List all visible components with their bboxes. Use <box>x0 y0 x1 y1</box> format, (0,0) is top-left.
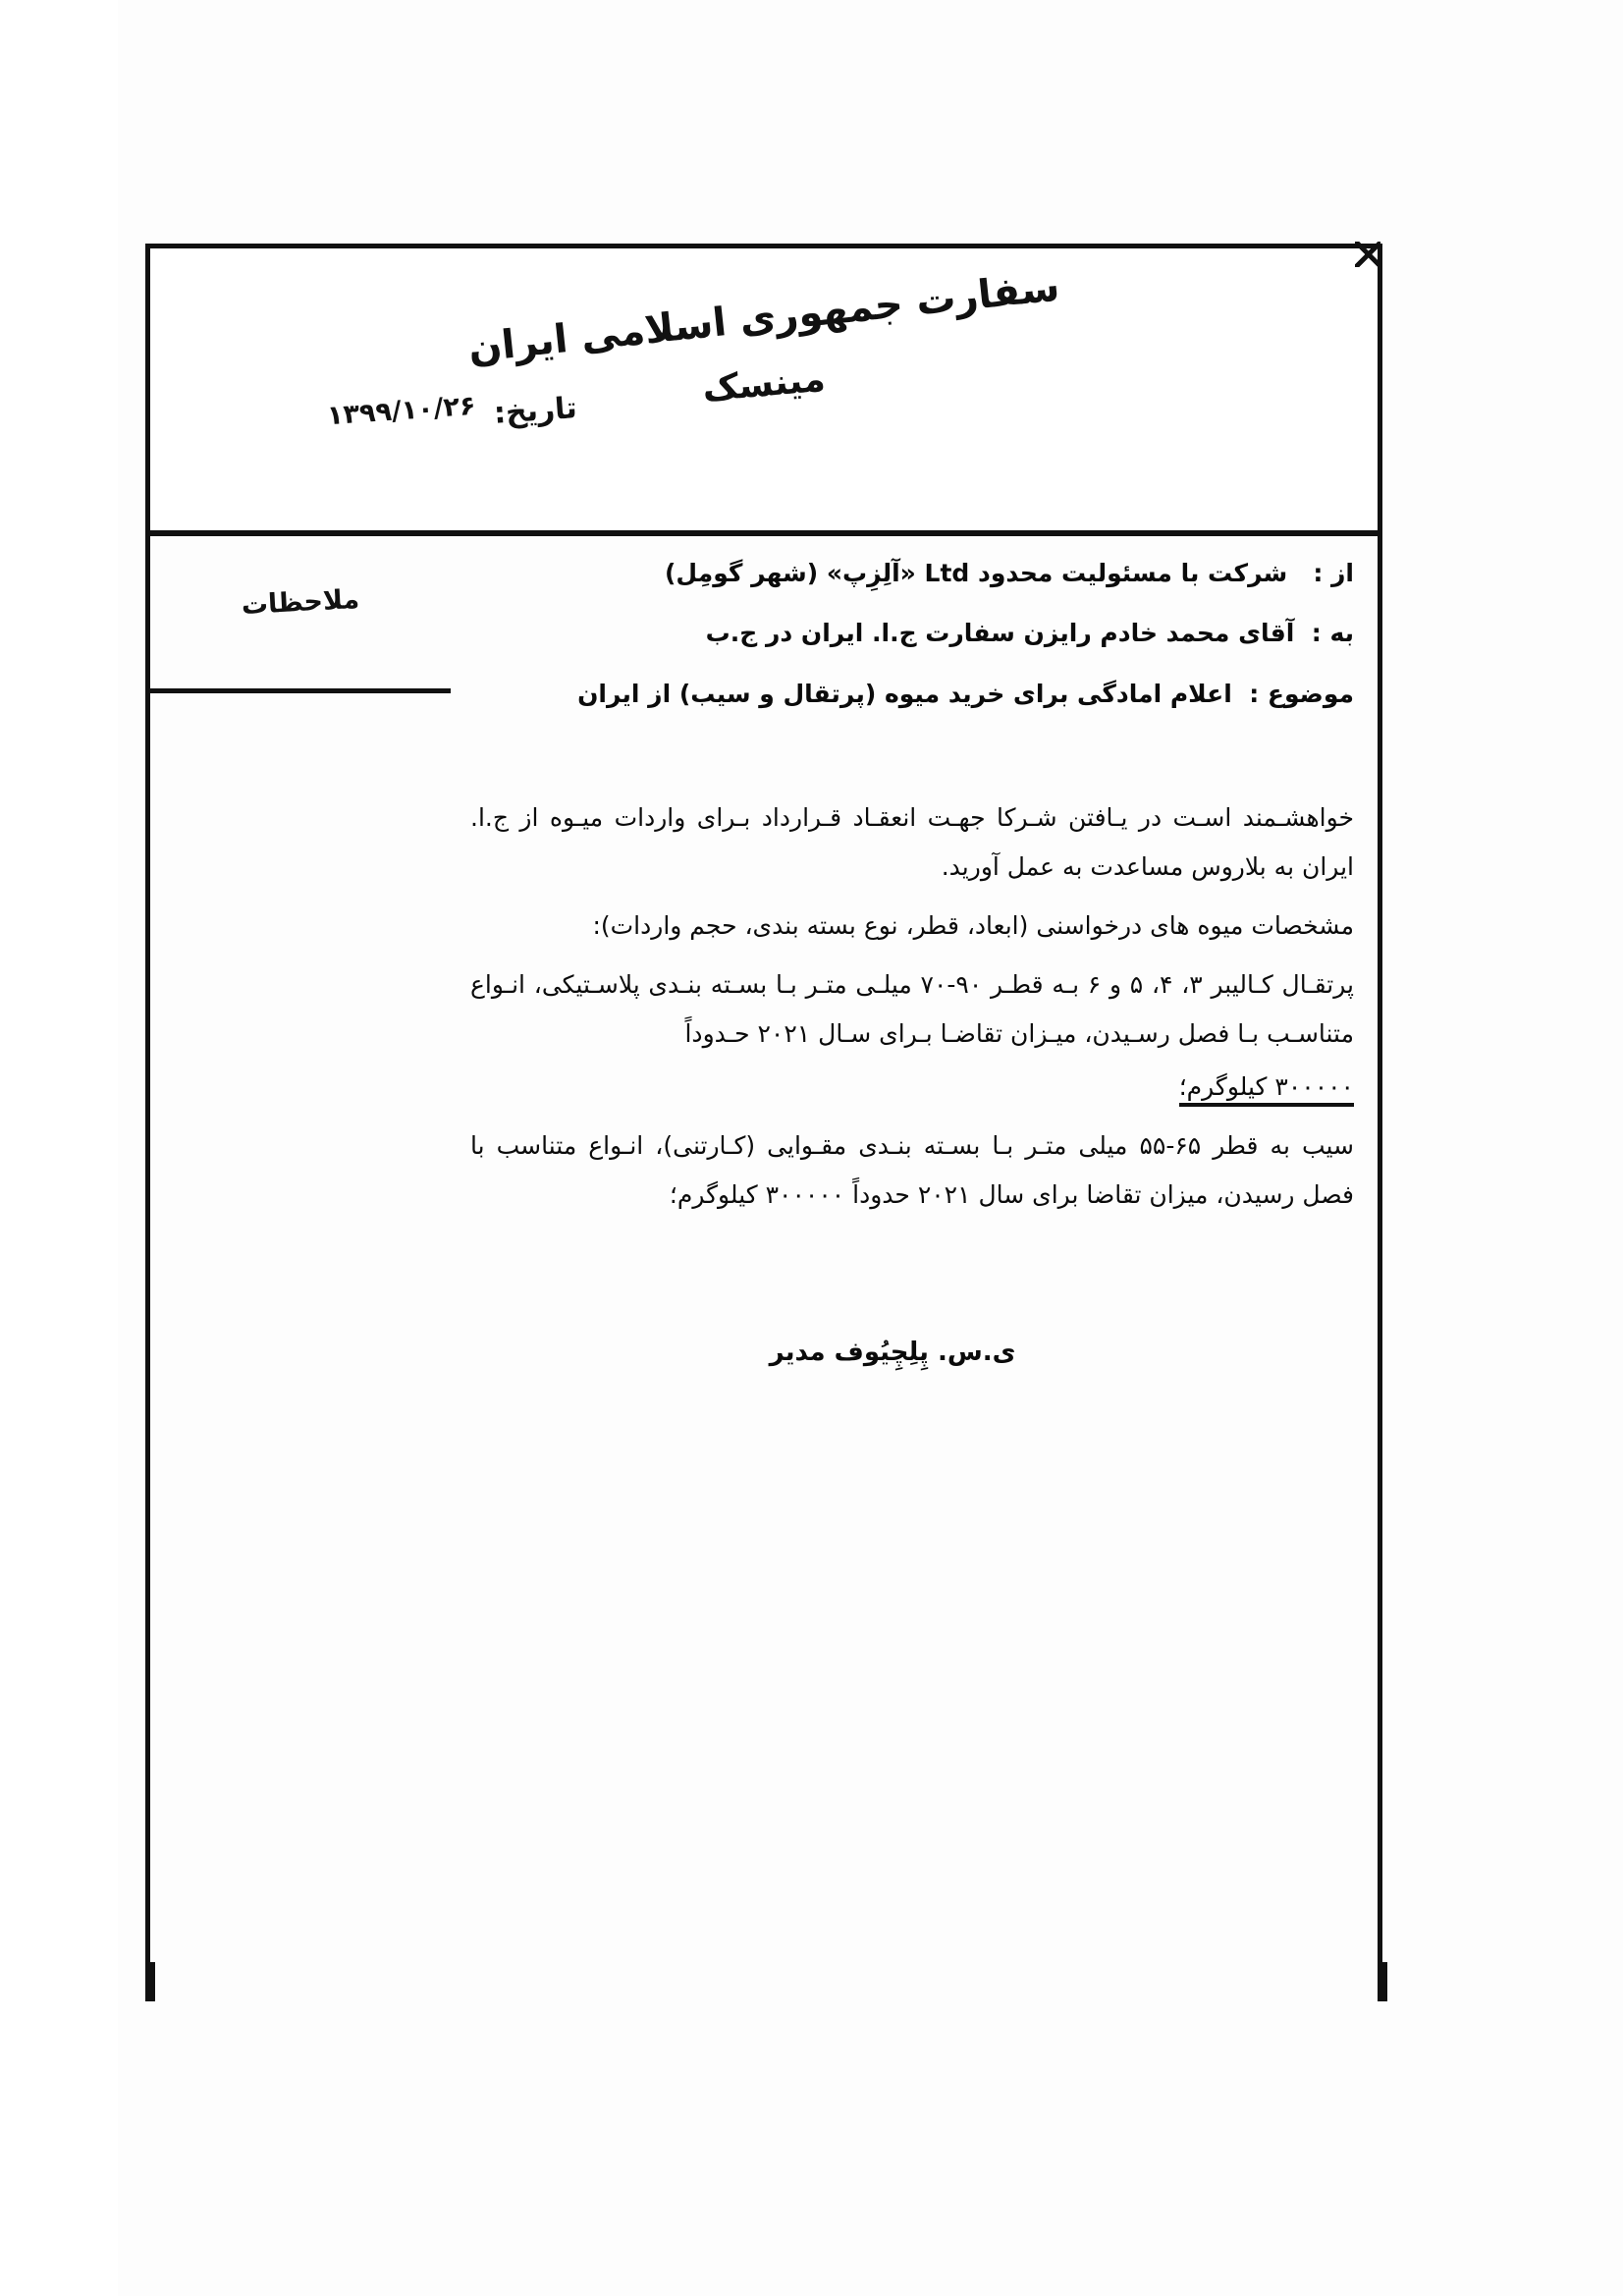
embassy-letterhead-title: سفارت جمهوری اسلامی ایران <box>465 264 1062 372</box>
date-block <box>326 390 578 432</box>
date-label: تاریخ: <box>492 391 578 431</box>
letter-content <box>470 558 1354 1367</box>
meta-to-value: آقای محمد خادم رایزن سفارت ج.ا. ایران در ج.ب <box>705 619 1295 648</box>
body-paragraph-1: خواهشـمند اسـت در یـافتن شـرکا جهـت انعقـاد قـرارداد بـرای واردات میـوه از ج.ا. ایران به بلاروس مساعدت به عمل آورید. <box>470 802 1354 881</box>
letterhead-header-box <box>145 244 1382 536</box>
meta-from <box>470 558 1354 588</box>
notes-column <box>150 536 451 693</box>
notes-column-title: ملاحظات <box>241 583 360 622</box>
meta-subject <box>470 679 1354 709</box>
meta-from-label: از : <box>1313 559 1354 587</box>
page-margin-left <box>0 0 118 2296</box>
frame-foot-left-tick <box>150 1962 155 2001</box>
body-paragraph-3-quantity-line <box>470 1063 1354 1112</box>
meta-subject-value: اعلام امادگی برای خرید میوه (پرتقال و سیب) از ایران <box>577 679 1232 708</box>
signature-line: ی.س. پِلِچِیُوف مدیر <box>769 1337 1016 1367</box>
body-paragraph-4: سیب به قطر ۶۵-۵۵ میلی متـر بـا بسـته بنـدی مقـوایی (کـارتنی)، انـواع متناسب با فصل رسیدن، میزان تقاضا برای سال ۲۰۲۱ حدوداً ۳۰۰۰۰۰ کیلوگرم؛ <box>470 1130 1354 1209</box>
date-value: ۱۳۹۹/۱۰/۲۶ <box>326 390 477 432</box>
meta-subject-label: موضوع : <box>1249 679 1354 708</box>
letter-body-box <box>145 536 1382 2001</box>
body-paragraph-2: مشخصات میوه های درخواسنی (ابعاد، قطر، نوع بسته بندی، حجم واردات): <box>592 910 1354 940</box>
meta-to-label: به : <box>1311 619 1354 648</box>
frame-foot-right-tick <box>1382 1962 1387 2001</box>
orange-quantity-value: ۳۰۰۰۰۰ کیلوگرم؛ <box>1179 1072 1354 1107</box>
letter-frame <box>145 244 1382 2001</box>
body-paragraph-3: پرتقـال کـالیبر ۳، ۴، ۵ و ۶ بـه قطـر ۹۰-۷۰ میلـی متـر بـا بسـته بنـدی پلاسـتیکی، انـواع متناسـب بـا فصل رسـیدن، میـزان تقاضـا بـرای سـال ۲۰۲۱ حـدوداً <box>470 969 1355 1048</box>
frame-footer <box>150 1996 1387 2001</box>
embassy-letterhead-city: مینسک <box>700 358 828 410</box>
meta-from-value: شرکت با مسئولیت محدود Ltd «آلِزِپ» (شهر گومِل) <box>664 559 1288 587</box>
meta-to <box>470 618 1354 648</box>
